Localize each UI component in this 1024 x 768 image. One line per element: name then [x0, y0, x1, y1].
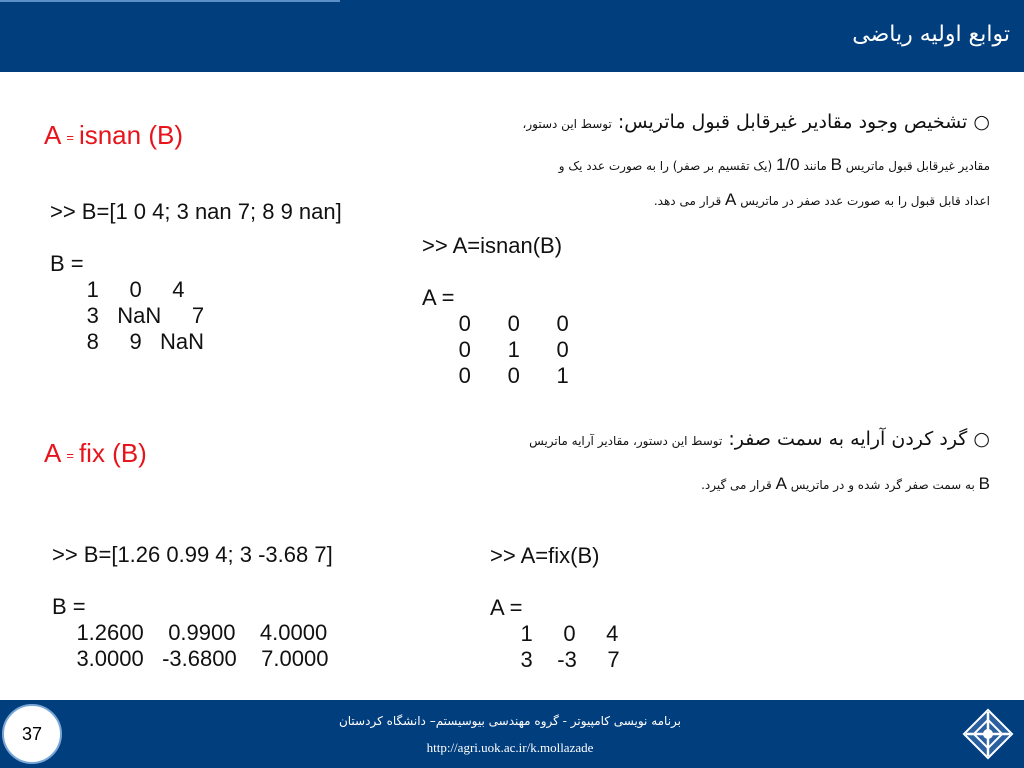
fix-output-code: >> A=fix(B) A = 1 0 4 3 -3 7: [490, 543, 620, 672]
page-number-badge: 37: [2, 704, 62, 764]
isnan-syntax-title: [44, 120, 183, 151]
bullet-circle-icon: ○: [973, 111, 990, 133]
isnan-bullet: [522, 111, 990, 133]
bullet-heading: گرد کردن آرایه به سمت صفر:: [728, 428, 968, 450]
matrix-a-ref: A: [725, 190, 737, 209]
slide-title: توابع اولیه ریاضی: [852, 22, 1010, 47]
isnan-output-code: >> A=isnan(B) A = 0 0 0 0 1 0 0 0 1: [422, 233, 569, 388]
isnan-input-code: >> B=[1 0 4; 3 nan 7; 8 9 nan] B = 1 0 4 3 NaN 7 8 9 NaN: [50, 199, 342, 354]
fix-input-code: >> B=[1.26 0.99 4; 3 -3.68 7] B = 1.2600 0.9900 4.0000 3.0000 -3.6800 7.0000: [52, 542, 333, 671]
syntax-function: isnan (B): [78, 120, 183, 150]
header-bar: [0, 0, 1024, 72]
bullet-heading: تشخیص وجود مقادیر غیرقابل قبول ماتریس:: [617, 111, 968, 133]
bullet-description: توسط این دستور، مقادیر آرایه ماتریس: [529, 434, 723, 448]
desc-text: (یک تقسیم بر صفر) را به صورت عدد یک و: [558, 159, 773, 173]
desc-text: قرار می دهد.: [653, 194, 722, 208]
bullet-circle-icon: ○: [973, 428, 990, 450]
syntax-output-var: A: [44, 120, 62, 150]
isnan-desc-line-2: [559, 155, 990, 175]
desc-text: اعداد قابل قبول را به صورت عدد صفر در ماتریس: [740, 194, 990, 208]
syntax-equals: =: [66, 447, 74, 463]
footer-course-text: برنامه نویسی کامپیوتر - گروه مهندسی بیوسیستم– دانشگاه کردستان: [338, 714, 682, 728]
matrix-a-ref: A: [775, 474, 787, 493]
desc-text: مانند: [803, 159, 827, 173]
fix-syntax-title: [44, 438, 147, 469]
header-accent-line: [0, 0, 340, 2]
desc-text: به سمت صفر گرد شده و در ماتریس: [790, 478, 975, 492]
desc-text: قرار می گیرد.: [701, 478, 772, 492]
matrix-b-ref: B: [978, 474, 990, 493]
footer-url: http://agri.uok.ac.ir/k.mollazade: [426, 740, 594, 755]
syntax-function: fix (B): [78, 438, 147, 468]
syntax-equals: =: [66, 129, 74, 145]
footer-bar: [0, 700, 1024, 768]
syntax-output-var: A: [44, 438, 62, 468]
desc-text: مقادیر غیرقابل قبول ماتریس: [845, 159, 990, 173]
fix-bullet: [529, 428, 990, 450]
one-over-zero: 1/0: [775, 155, 800, 174]
university-logo-icon: [958, 704, 1018, 764]
bullet-description: توسط این دستور،: [522, 117, 612, 131]
fix-desc-line-2: [701, 474, 990, 494]
isnan-desc-line-3: [654, 190, 990, 210]
matrix-b-ref: B: [830, 155, 842, 174]
